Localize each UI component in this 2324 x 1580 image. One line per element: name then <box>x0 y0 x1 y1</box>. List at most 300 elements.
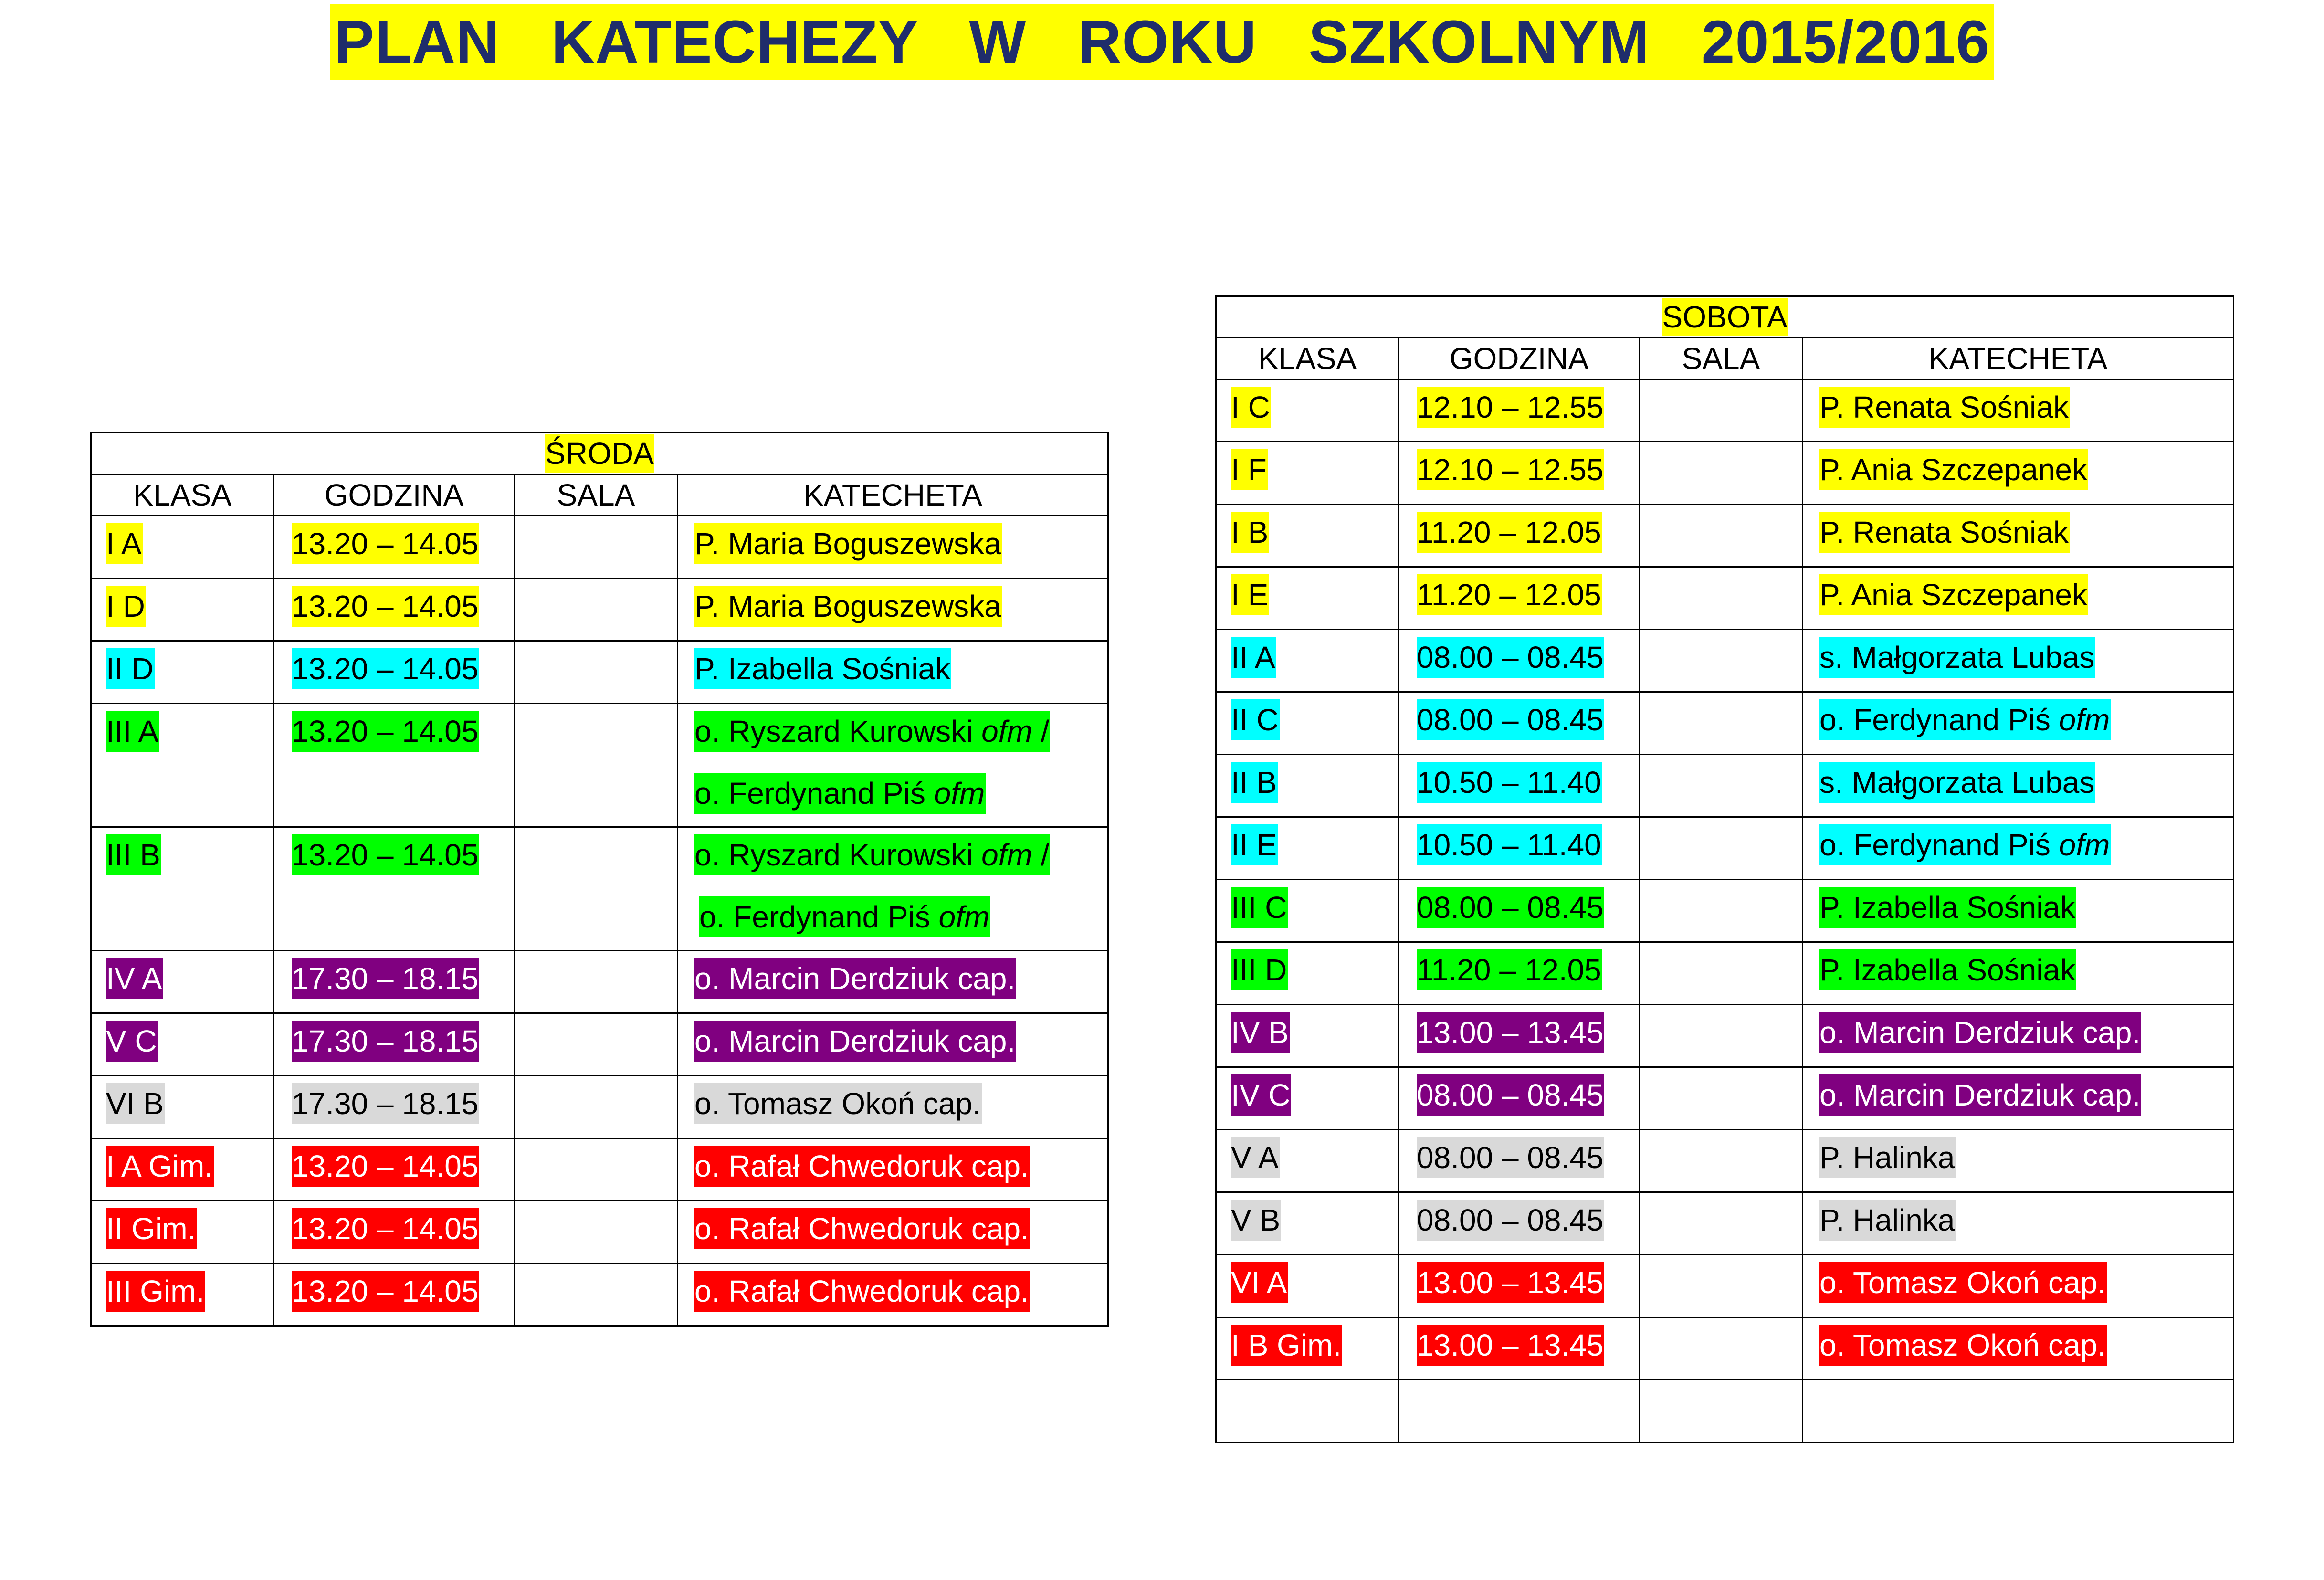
klasa-cell <box>1216 692 1399 755</box>
katecheta-name: P. Izabella Sośniak <box>1819 953 2076 987</box>
table-row <box>91 1264 1108 1326</box>
katecheta-cell-inner <box>678 1014 1107 1062</box>
godzina-cell <box>274 1264 515 1326</box>
klasa-label: III C <box>1231 887 1288 928</box>
klasa-cell <box>1216 630 1399 692</box>
godzina-cell <box>1399 630 1640 692</box>
godzina-label: 13.20 – 14.05 <box>292 1271 479 1312</box>
katecheta-line2 <box>699 896 990 937</box>
katecheta-name: s. Małgorzata Lubas <box>1819 640 2095 674</box>
godzina-cell-inner <box>1399 693 1639 740</box>
godzina-label: 13.20 – 14.05 <box>292 711 479 752</box>
table-row <box>91 641 1108 704</box>
godzina-cell <box>274 1138 515 1201</box>
godzina-label: 10.50 – 11.40 <box>1417 824 1602 865</box>
katecheta-cell-inner <box>678 951 1107 999</box>
klasa-label: I B Gim. <box>1231 1325 1342 1366</box>
table-row <box>1216 1380 2234 1443</box>
katecheta-cell-inner <box>1803 505 2233 553</box>
klasa-cell-inner <box>92 1076 273 1124</box>
table-row <box>91 1013 1108 1076</box>
godzina-cell <box>1399 817 1640 880</box>
godzina-cell-inner <box>1399 1130 1639 1178</box>
klasa-label: I D <box>106 586 146 627</box>
katecheta-label <box>1819 1012 2141 1053</box>
godzina-cell-inner <box>1399 505 1639 553</box>
katecheta-cell-inner <box>1803 568 2233 615</box>
klasa-cell-inner <box>1217 755 1398 803</box>
katecheta-cell <box>1803 505 2234 567</box>
sala-cell <box>1640 379 1803 442</box>
table-row <box>1216 505 2234 567</box>
katecheta-cell-inner <box>1803 1255 2233 1303</box>
klasa-cell <box>91 641 274 704</box>
header-katecheta: KATECHETA <box>678 474 1108 516</box>
katecheta-cell <box>678 579 1108 641</box>
katecheta-label <box>1819 1200 1956 1241</box>
godzina-cell <box>274 579 515 641</box>
klasa-cell-inner <box>92 828 273 875</box>
godzina-cell <box>274 516 515 579</box>
katecheta-cell-inner <box>1803 1318 2233 1366</box>
sala-cell <box>515 579 678 641</box>
katecheta-label <box>1819 1074 2141 1116</box>
sroda-table <box>90 432 1109 1327</box>
klasa-label: III A <box>106 711 159 752</box>
katecheta-name: o. Rafał Chwedoruk cap. <box>694 1274 1029 1308</box>
katecheta-cell <box>1803 1317 2234 1380</box>
godzina-label: 13.20 – 14.05 <box>292 1208 479 1249</box>
katecheta-cell-inner <box>678 1139 1107 1187</box>
katecheta-label <box>694 958 1016 999</box>
klasa-cell-inner <box>1217 880 1398 928</box>
godzina-cell-inner <box>1399 380 1639 428</box>
katecheta-label <box>1819 762 2095 803</box>
table-row <box>1216 880 2234 942</box>
katecheta-cell-inner <box>1803 630 2233 678</box>
godzina-label: 10.50 – 11.40 <box>1417 762 1602 803</box>
katecheta-cell <box>1803 630 2234 692</box>
katecheta-name: P. Ania Szczepanek <box>1819 578 2087 612</box>
godzina-cell <box>274 951 515 1013</box>
order-suffix: ofm <box>2059 828 2110 862</box>
godzina-cell-inner <box>1399 943 1639 990</box>
godzina-cell-inner <box>274 1014 514 1062</box>
katecheta-name: o. Rafał Chwedoruk cap. <box>694 1149 1029 1183</box>
table-row <box>91 579 1108 641</box>
godzina-cell <box>1399 379 1640 442</box>
table-row <box>91 1201 1108 1264</box>
katecheta-label <box>1819 637 2095 678</box>
klasa-cell-inner <box>92 1264 273 1312</box>
godzina-cell-inner <box>1399 1193 1639 1241</box>
klasa-label: III B <box>106 834 161 875</box>
katecheta-label <box>1819 699 2111 740</box>
katecheta-cell <box>678 951 1108 1013</box>
sala-cell <box>1640 755 1803 817</box>
godzina-cell <box>1399 442 1640 505</box>
sobota-table <box>1215 295 2234 1443</box>
katecheta-name: P. Izabella Sośniak <box>694 652 951 686</box>
katecheta-cell-inner <box>678 1201 1107 1249</box>
sala-cell <box>515 1138 678 1201</box>
godzina-label: 08.00 – 08.45 <box>1417 1137 1604 1178</box>
klasa-label: VI B <box>106 1083 165 1124</box>
godzina-cell-inner <box>274 1139 514 1187</box>
klasa-label: IV A <box>106 958 163 999</box>
godzina-cell <box>1399 942 1640 1005</box>
katecheta-label <box>694 523 1002 564</box>
sala-cell <box>1640 505 1803 567</box>
katecheta-cell <box>1803 379 2234 442</box>
katecheta-cell <box>1803 755 2234 817</box>
sala-cell <box>515 1076 678 1138</box>
klasa-label: III D <box>1231 949 1288 990</box>
separator: / <box>1032 714 1050 748</box>
katecheta-cell-inner <box>678 828 1107 937</box>
sala-cell <box>515 641 678 704</box>
godzina-cell-inner <box>1399 1068 1639 1116</box>
godzina-cell-inner <box>274 1201 514 1249</box>
klasa-cell <box>91 1076 274 1138</box>
godzina-cell-inner <box>274 579 514 627</box>
katecheta-name: o. Rafał Chwedoruk cap. <box>694 1211 1029 1246</box>
godzina-cell-inner <box>274 951 514 999</box>
katecheta-name: o. Tomasz Okoń cap. <box>1819 1328 2106 1362</box>
sala-cell <box>515 1013 678 1076</box>
klasa-label: III Gim. <box>106 1271 205 1312</box>
klasa-label: I A <box>106 523 143 564</box>
katecheta-cell <box>1803 692 2234 755</box>
order-suffix: ofm <box>938 900 990 934</box>
sala-cell <box>515 951 678 1013</box>
katecheta-name: o. Ferdynand Piś <box>1819 828 2059 862</box>
katecheta-name: o. Marcin Derdziuk cap. <box>694 961 1016 996</box>
klasa-cell-inner <box>1217 818 1398 865</box>
katecheta-label <box>1819 887 2076 928</box>
godzina-cell-inner <box>1399 880 1639 928</box>
klasa-label: I B <box>1231 512 1269 553</box>
katecheta-label <box>1819 949 2076 990</box>
sala-cell <box>1640 442 1803 505</box>
klasa-label: V C <box>106 1021 158 1062</box>
sala-cell <box>1640 1192 1803 1255</box>
klasa-label: V B <box>1231 1200 1281 1241</box>
katecheta-cell <box>1803 567 2234 630</box>
godzina-cell <box>1399 1130 1640 1192</box>
klasa-label: II A <box>1231 637 1276 678</box>
klasa-cell <box>1216 567 1399 630</box>
klasa-label: IV B <box>1231 1012 1290 1053</box>
katecheta-name: o. Tomasz Okoń cap. <box>694 1086 981 1121</box>
order-suffix: ofm <box>981 714 1032 748</box>
klasa-cell <box>1216 1317 1399 1380</box>
page-title: PLAN KATECHEZY W ROKU SZKOLNYM 2015/2016 <box>330 4 1994 80</box>
klasa-cell <box>1216 379 1399 442</box>
klasa-cell <box>91 1201 274 1264</box>
katecheta-name: s. Małgorzata Lubas <box>1819 765 2095 800</box>
table-row <box>91 1138 1108 1201</box>
klasa-label: II E <box>1231 824 1278 865</box>
klasa-cell-inner <box>92 1201 273 1249</box>
godzina-cell <box>274 827 515 951</box>
sroda-day-label: ŚRODA <box>545 434 654 473</box>
katecheta-label <box>1819 449 2088 490</box>
klasa-cell <box>1216 505 1399 567</box>
katecheta-cell-inner <box>1803 442 2233 490</box>
katecheta-cell <box>1803 880 2234 942</box>
katecheta-cell <box>1803 1255 2234 1317</box>
klasa-cell <box>91 827 274 951</box>
table-row <box>91 951 1108 1013</box>
katecheta-name: P. Halinka <box>1819 1140 1955 1175</box>
klasa-cell-inner <box>1217 505 1398 553</box>
klasa-cell-inner <box>1217 943 1398 990</box>
godzina-label: 08.00 – 08.45 <box>1417 1200 1604 1241</box>
godzina-cell-inner <box>1399 818 1639 865</box>
klasa-cell-inner <box>92 1014 273 1062</box>
table-row <box>91 516 1108 579</box>
klasa-cell <box>1216 1255 1399 1317</box>
table-row <box>1216 1255 2234 1317</box>
klasa-cell <box>91 951 274 1013</box>
klasa-cell-inner <box>1217 1193 1398 1241</box>
godzina-cell <box>274 1013 515 1076</box>
godzina-label: 08.00 – 08.45 <box>1417 699 1604 740</box>
klasa-cell-inner <box>1217 1380 1398 1387</box>
header-klasa: KLASA <box>91 474 274 516</box>
sala-cell <box>1640 567 1803 630</box>
klasa-cell-inner <box>92 642 273 689</box>
klasa-cell-inner <box>92 704 273 752</box>
godzina-cell-inner <box>1399 442 1639 490</box>
sala-cell <box>1640 1317 1803 1380</box>
katecheta-label <box>1819 824 2111 865</box>
header-katecheta: KATECHETA <box>1803 338 2234 379</box>
sroda-body <box>91 516 1108 1326</box>
klasa-cell-inner <box>1217 1255 1398 1303</box>
sala-cell <box>1640 1380 1803 1443</box>
katecheta-cell-inner <box>1803 1005 2233 1053</box>
godzina-cell-inner <box>274 516 514 564</box>
godzina-label: 11.20 – 12.05 <box>1417 949 1602 990</box>
katecheta-label <box>694 1146 1030 1187</box>
klasa-label: II B <box>1231 762 1278 803</box>
katecheta-name: P. Halinka <box>1819 1203 1955 1237</box>
godzina-cell-inner <box>1399 1380 1639 1387</box>
sobota-day-row <box>1216 296 2234 338</box>
godzina-cell-inner <box>1399 1318 1639 1366</box>
table-row <box>1216 1005 2234 1067</box>
klasa-cell-inner <box>92 1139 273 1187</box>
katecheta-cell <box>678 1013 1108 1076</box>
order-suffix: ofm <box>2059 703 2110 737</box>
godzina-label: 17.30 – 18.15 <box>292 1083 479 1124</box>
klasa-cell-inner <box>1217 1130 1398 1178</box>
godzina-cell-inner <box>1399 630 1639 678</box>
sala-cell <box>1640 942 1803 1005</box>
godzina-cell-inner <box>274 642 514 689</box>
klasa-label: II Gim. <box>106 1208 197 1249</box>
klasa-label: I E <box>1231 574 1269 615</box>
klasa-cell <box>91 1264 274 1326</box>
klasa-label: I F <box>1231 449 1268 490</box>
katecheta-name: o. Marcin Derdziuk cap. <box>1819 1078 2141 1112</box>
katecheta-cell-inner <box>678 642 1107 689</box>
godzina-label: 08.00 – 08.45 <box>1417 637 1604 678</box>
klasa-cell-inner <box>1217 568 1398 615</box>
sala-cell <box>515 704 678 827</box>
klasa-cell <box>1216 1380 1399 1443</box>
godzina-cell <box>1399 1192 1640 1255</box>
katecheta-label <box>694 1021 1016 1062</box>
godzina-cell-inner <box>274 1264 514 1312</box>
sroda-header-row <box>91 474 1108 516</box>
godzina-cell-inner <box>274 1076 514 1124</box>
godzina-label: 13.20 – 14.05 <box>292 523 479 564</box>
sala-cell <box>1640 817 1803 880</box>
katecheta-label <box>694 1083 982 1124</box>
katecheta-cell-inner <box>1803 1068 2233 1116</box>
sala-cell <box>515 1201 678 1264</box>
godzina-label: 13.20 – 14.05 <box>292 648 479 689</box>
klasa-cell <box>91 704 274 827</box>
table-row <box>1216 817 2234 880</box>
sobota-day-cell <box>1216 296 2234 338</box>
klasa-cell <box>1216 817 1399 880</box>
sroda-day-cell <box>91 433 1108 474</box>
godzina-cell-inner <box>1399 568 1639 615</box>
klasa-label: V A <box>1231 1137 1280 1178</box>
katecheta-cell <box>1803 1005 2234 1067</box>
katecheta-name: P. Maria Boguszewska <box>694 589 1001 623</box>
klasa-cell-inner <box>1217 1318 1398 1366</box>
katecheta-name: o. Marcin Derdziuk cap. <box>694 1024 1016 1058</box>
godzina-cell <box>274 641 515 704</box>
klasa-label: II D <box>106 648 155 689</box>
katecheta-cell-inner <box>678 579 1107 627</box>
sobota-body <box>1216 379 2234 1443</box>
sala-cell <box>1640 1255 1803 1317</box>
katecheta-cell <box>1803 817 2234 880</box>
table-row <box>1216 1067 2234 1130</box>
klasa-label: II C <box>1231 699 1280 740</box>
katecheta-name: P. Ania Szczepanek <box>1819 453 2087 487</box>
katecheta-line2-wrap <box>694 773 1107 814</box>
katecheta-cell <box>1803 942 2234 1005</box>
klasa-cell <box>1216 942 1399 1005</box>
klasa-cell-inner <box>92 516 273 564</box>
godzina-label: 12.10 – 12.55 <box>1417 449 1604 490</box>
katecheta-name: P. Renata Sośniak <box>1819 390 2069 424</box>
katecheta-cell-inner <box>1803 1380 2233 1387</box>
katecheta-line2-wrap <box>699 896 1107 937</box>
katecheta-cell <box>678 641 1108 704</box>
godzina-cell <box>1399 1380 1640 1443</box>
katecheta-cell <box>1803 1130 2234 1192</box>
sobota-header-row <box>1216 338 2234 379</box>
godzina-label: 08.00 – 08.45 <box>1417 887 1604 928</box>
klasa-cell-inner <box>1217 630 1398 678</box>
klasa-cell-inner <box>1217 1068 1398 1116</box>
katecheta-cell <box>1803 1380 2234 1443</box>
godzina-label: 08.00 – 08.45 <box>1417 1074 1604 1116</box>
godzina-cell <box>1399 1317 1640 1380</box>
katecheta-label <box>694 648 951 689</box>
katecheta-name: o. Marcin Derdziuk cap. <box>1819 1015 2141 1050</box>
klasa-label: IV C <box>1231 1074 1291 1116</box>
katecheta-cell-inner <box>1803 880 2233 928</box>
katecheta-label <box>1819 1137 1956 1178</box>
katecheta-cell-inner <box>1803 1130 2233 1178</box>
table-row <box>1216 755 2234 817</box>
katecheta-label <box>694 1208 1030 1249</box>
sobota-day-label: SOBOTA <box>1662 298 1788 336</box>
katecheta-cell-inner <box>678 704 1107 814</box>
klasa-cell <box>1216 1130 1399 1192</box>
godzina-label: 13.00 – 13.45 <box>1417 1012 1604 1053</box>
table-row <box>1216 379 2234 442</box>
godzina-cell-inner <box>274 828 514 875</box>
godzina-cell <box>1399 1005 1640 1067</box>
klasa-label: VI A <box>1231 1262 1288 1303</box>
klasa-cell <box>1216 1005 1399 1067</box>
katecheta-label <box>1819 574 2088 615</box>
katecheta-name: P. Renata Sośniak <box>1819 515 2069 549</box>
godzina-cell-inner <box>1399 755 1639 803</box>
katecheta-name: o. Ferdynand Piś <box>1819 703 2059 737</box>
header-sala: SALA <box>515 474 678 516</box>
sala-cell <box>1640 692 1803 755</box>
klasa-cell-inner <box>92 579 273 627</box>
klasa-cell <box>1216 755 1399 817</box>
katecheta-cell <box>678 1201 1108 1264</box>
table-row <box>91 704 1108 827</box>
godzina-label: 13.20 – 14.05 <box>292 834 479 875</box>
katecheta-label <box>1819 1325 2107 1366</box>
godzina-label: 13.20 – 14.05 <box>292 1146 479 1187</box>
godzina-cell <box>1399 880 1640 942</box>
table-row <box>1216 942 2234 1005</box>
katecheta-label <box>694 586 1002 627</box>
katecheta-name: o. Ryszard Kurowski <box>694 838 982 872</box>
godzina-cell <box>1399 1255 1640 1317</box>
sala-cell <box>1640 880 1803 942</box>
table-row <box>91 827 1108 951</box>
klasa-cell <box>91 516 274 579</box>
katecheta-cell-inner <box>678 516 1107 564</box>
klasa-cell <box>1216 1192 1399 1255</box>
katecheta-cell-inner <box>1803 818 2233 865</box>
katecheta-name: o. Ferdynand Piś <box>694 776 934 811</box>
header-godzina: GODZINA <box>1399 338 1640 379</box>
katecheta-cell <box>678 1138 1108 1201</box>
katecheta-name: P. Izabella Sośniak <box>1819 890 2076 925</box>
katecheta-line1 <box>694 711 1050 752</box>
sala-cell <box>1640 1067 1803 1130</box>
katecheta-cell-inner <box>678 1076 1107 1124</box>
klasa-label: I C <box>1231 387 1271 428</box>
katecheta-name: o. Ferdynand Piś <box>699 900 939 934</box>
sala-cell <box>515 1264 678 1326</box>
klasa-cell <box>1216 442 1399 505</box>
order-suffix: ofm <box>981 838 1032 872</box>
klasa-cell <box>91 1138 274 1201</box>
katecheta-label <box>1819 512 2070 553</box>
godzina-cell <box>274 1076 515 1138</box>
godzina-label: 12.10 – 12.55 <box>1417 387 1604 428</box>
katecheta-cell <box>1803 442 2234 505</box>
